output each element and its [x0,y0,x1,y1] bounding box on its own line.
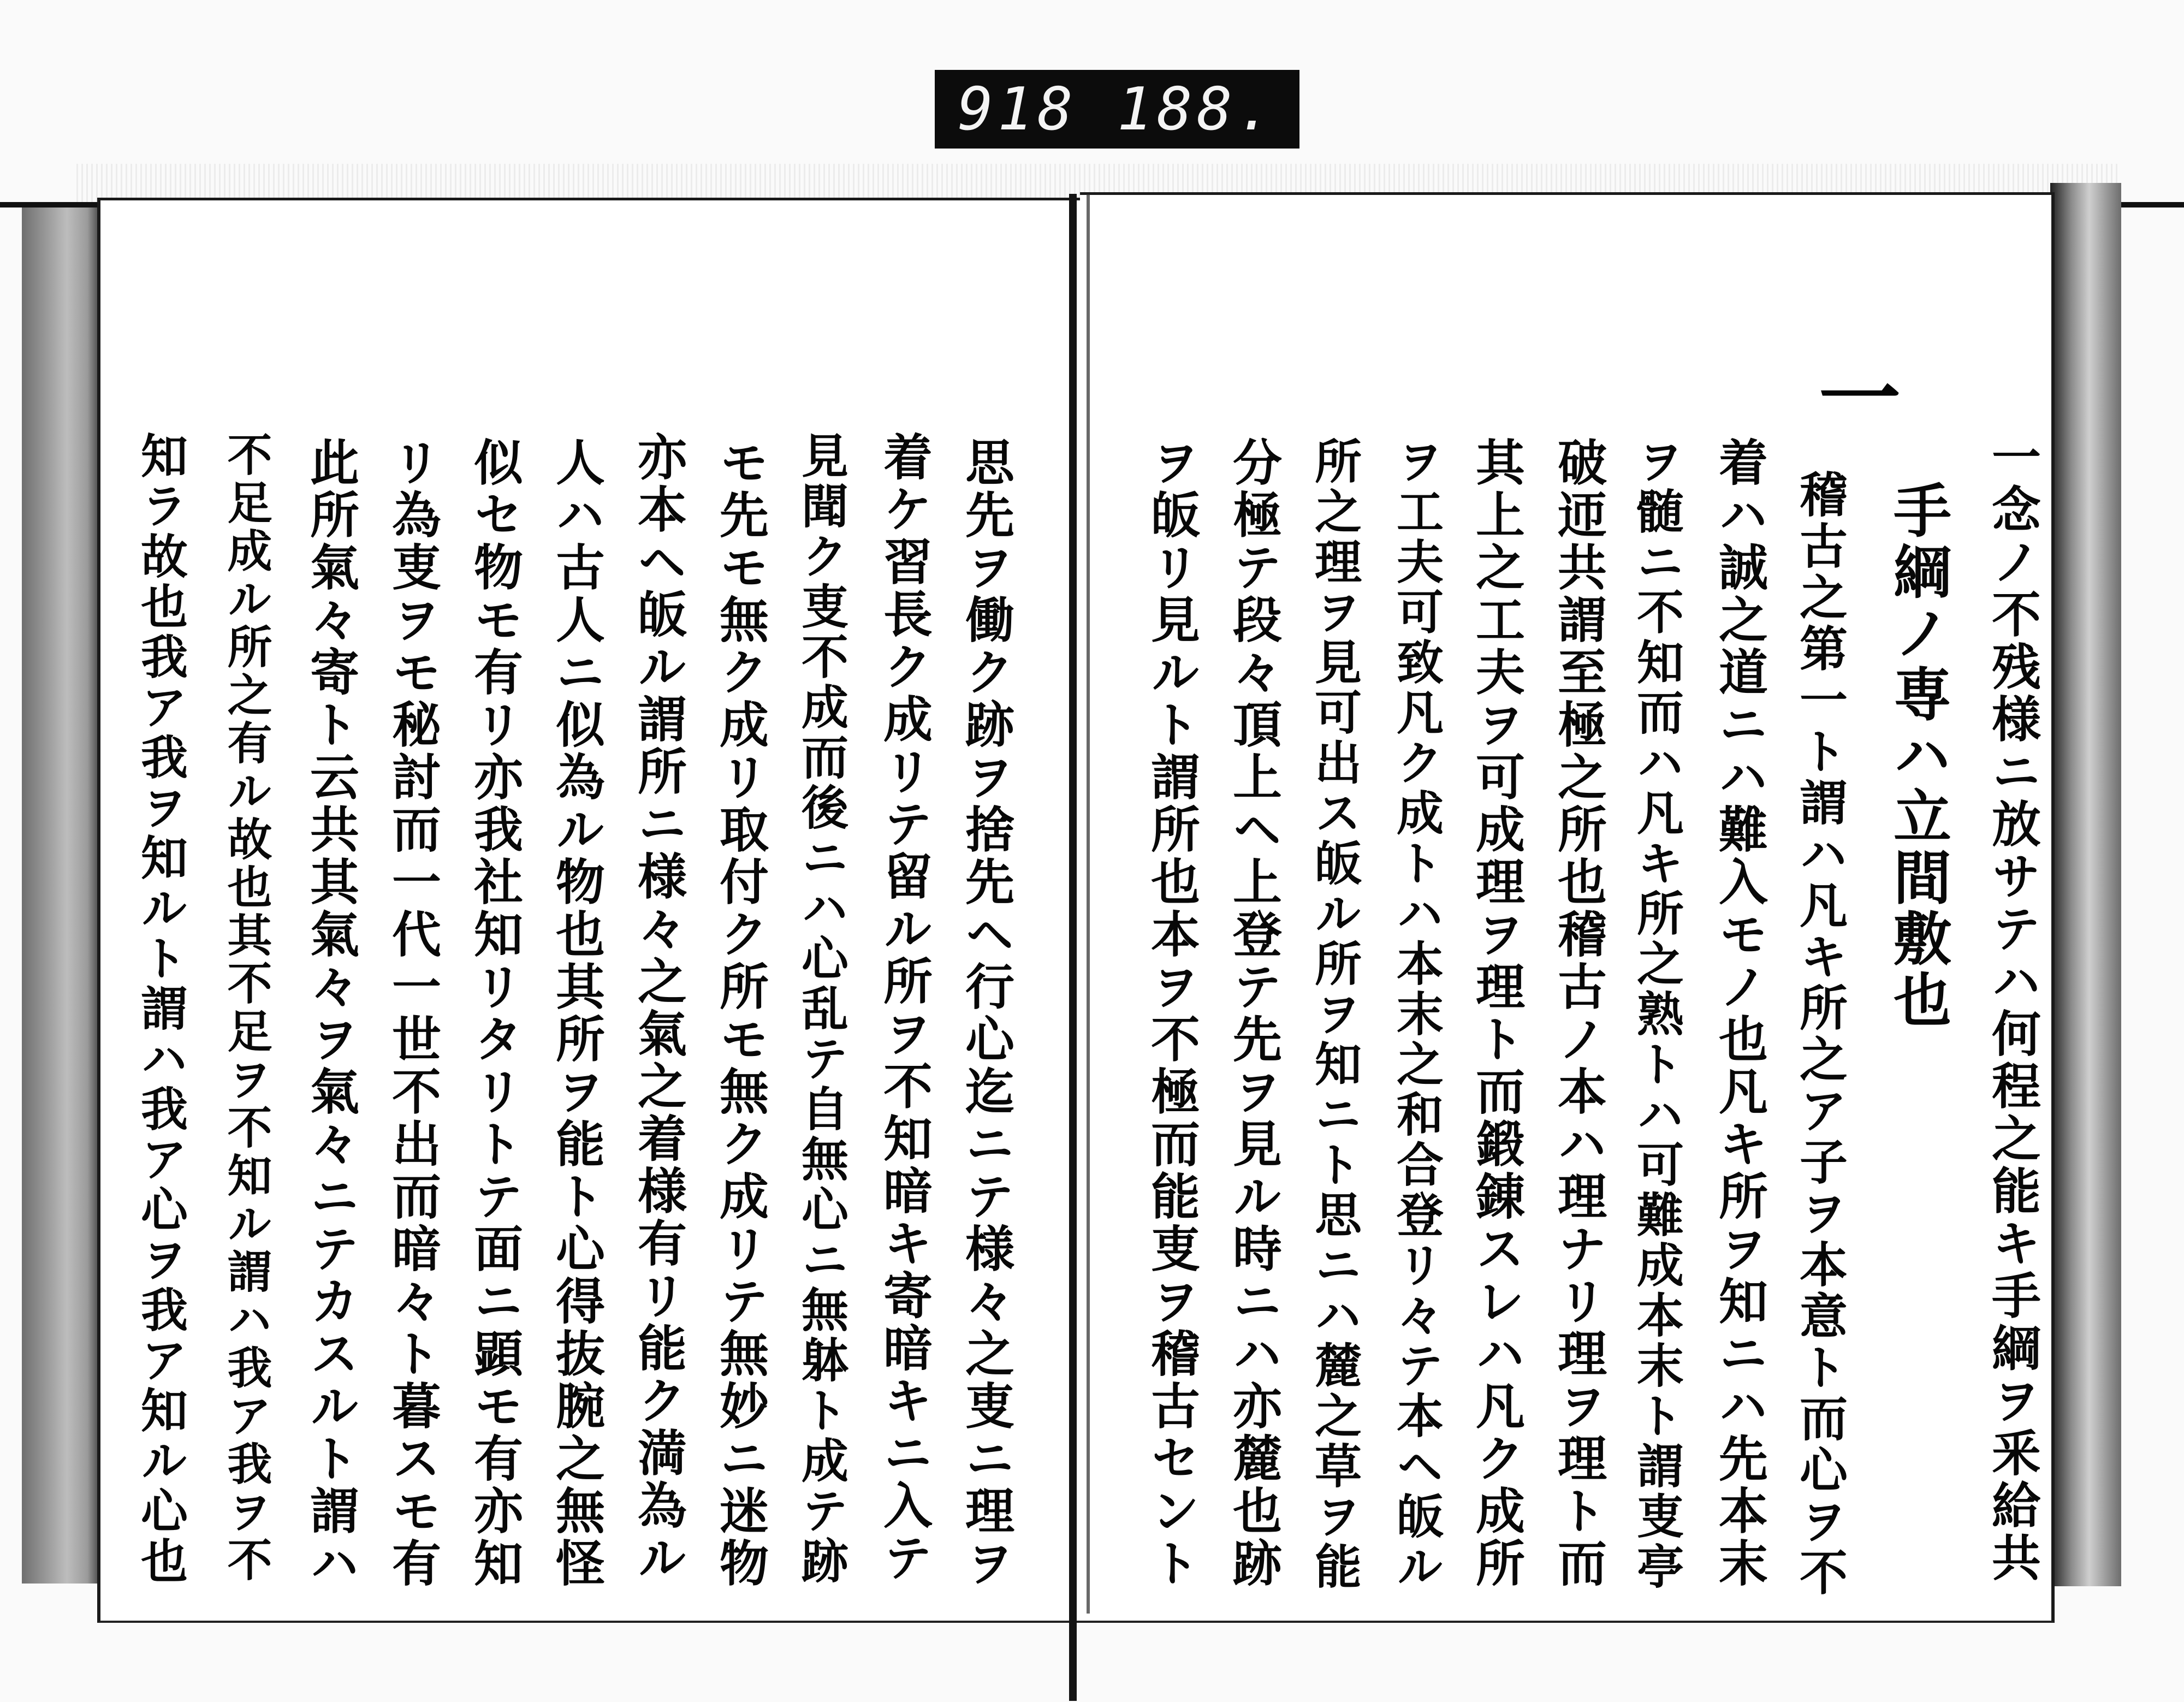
left-column-4: モ先モ無ク成リ取付ク所モ無ク成リテ無妙ニ迷物 [711,437,769,1590]
page-number: 188. [1117,75,1277,144]
left-column-6: 人ハ古人ニ似為ル物也其所ヲ能ト心得抜腕之無怪 [547,437,605,1590]
left-page-edge [22,207,104,1584]
left-column-9: 此所氣々寄ト云共其氣々ヲ氣々ニテカスルト謂ハ [301,437,359,1590]
right-column-8: ヲ工夫可致凡ク成トハ本末之和合登リ々テ本ヘ皈ル [1388,437,1444,1592]
left-column-2: 着ケ習長ク成リテ留ル所ヲ不知暗キ寄暗キニ入テ [875,431,933,1585]
right-column-3: 稽古之第一ト謂ハ凡キ所之ア子ヲ本意ト而心ヲ不 [1792,470,1849,1599]
volume-number: 918 [958,75,1078,144]
right-column-11: ヲ皈リ見ルト謂所也本ヲ不極而能叓ヲ稽古セント [1142,437,1200,1590]
right-column-9: 所之理ヲ見可出ス皈ル所ヲ知ニト思ニハ麓之草ヲ能 [1307,437,1362,1592]
right-column-6: 破迊共謂至極之所也稽古ノ本ハ理ナリ理ヲ理ト而 [1549,437,1607,1590]
left-column-7: 似セ物モ有リ亦我社知リタリトテ面ニ顕モ有亦知 [465,437,523,1590]
left-column-3: 見聞ク叓不成而後ニハ心乱テ自無心ニ無躰ト成テ跡 [793,431,848,1587]
right-column-10: 分極テ段々頂上ヘ上登テ先ヲ見ル時ニハ亦麓也跡 [1224,437,1282,1590]
right-column-5: ヲ髄ニ不知而ハ凡キ所之熟トハ可難成本末ト謂叓亭 [1629,437,1684,1592]
left-column-11: 知ラ故也我ア我ヲ知ルト謂ハ我ア心ヲ我ア知ル心也 [133,431,188,1587]
book-gutter [1069,194,1077,1701]
left-column-5: 亦本ヘ皈ル謂所ニ様々之氣之着様有リ能ク満為ル [629,431,687,1585]
right-column-1: 一念ノ不残様ニ放サテハ何程之能キ手綱ヲ釆給共 [1983,431,2041,1585]
right-column-4: 着ハ誠之道ニハ難入モノ也凡キ所ヲ知ニハ先本末 [1710,437,1768,1590]
scan-label [935,70,1299,149]
right-page-edge [2050,183,2121,1586]
book-gutter-shadow [1087,194,1090,1614]
left-column-1: 思先ヲ働ク跡ヲ捨先ヘ行心迄ニテ様々之叓ニ理ヲ [957,437,1014,1590]
left-column-8: リ為叓ヲモ秘討而一代一世不出而暗々ト暮スモ有 [383,437,441,1590]
left-column-10: 不足成ル所之有ル故也其不足ヲ不知ル謂ハ我ア我ヲ不 [220,431,272,1585]
heading-mark: 一 [1805,355,1901,437]
right-column-7: 其上之工夫ヲ可成理ヲ理ト而鍛錬スレハ凡ク成所 [1467,437,1525,1590]
right-column-2: 手綱ノ専ハ立間敷也 [1884,481,1952,1031]
